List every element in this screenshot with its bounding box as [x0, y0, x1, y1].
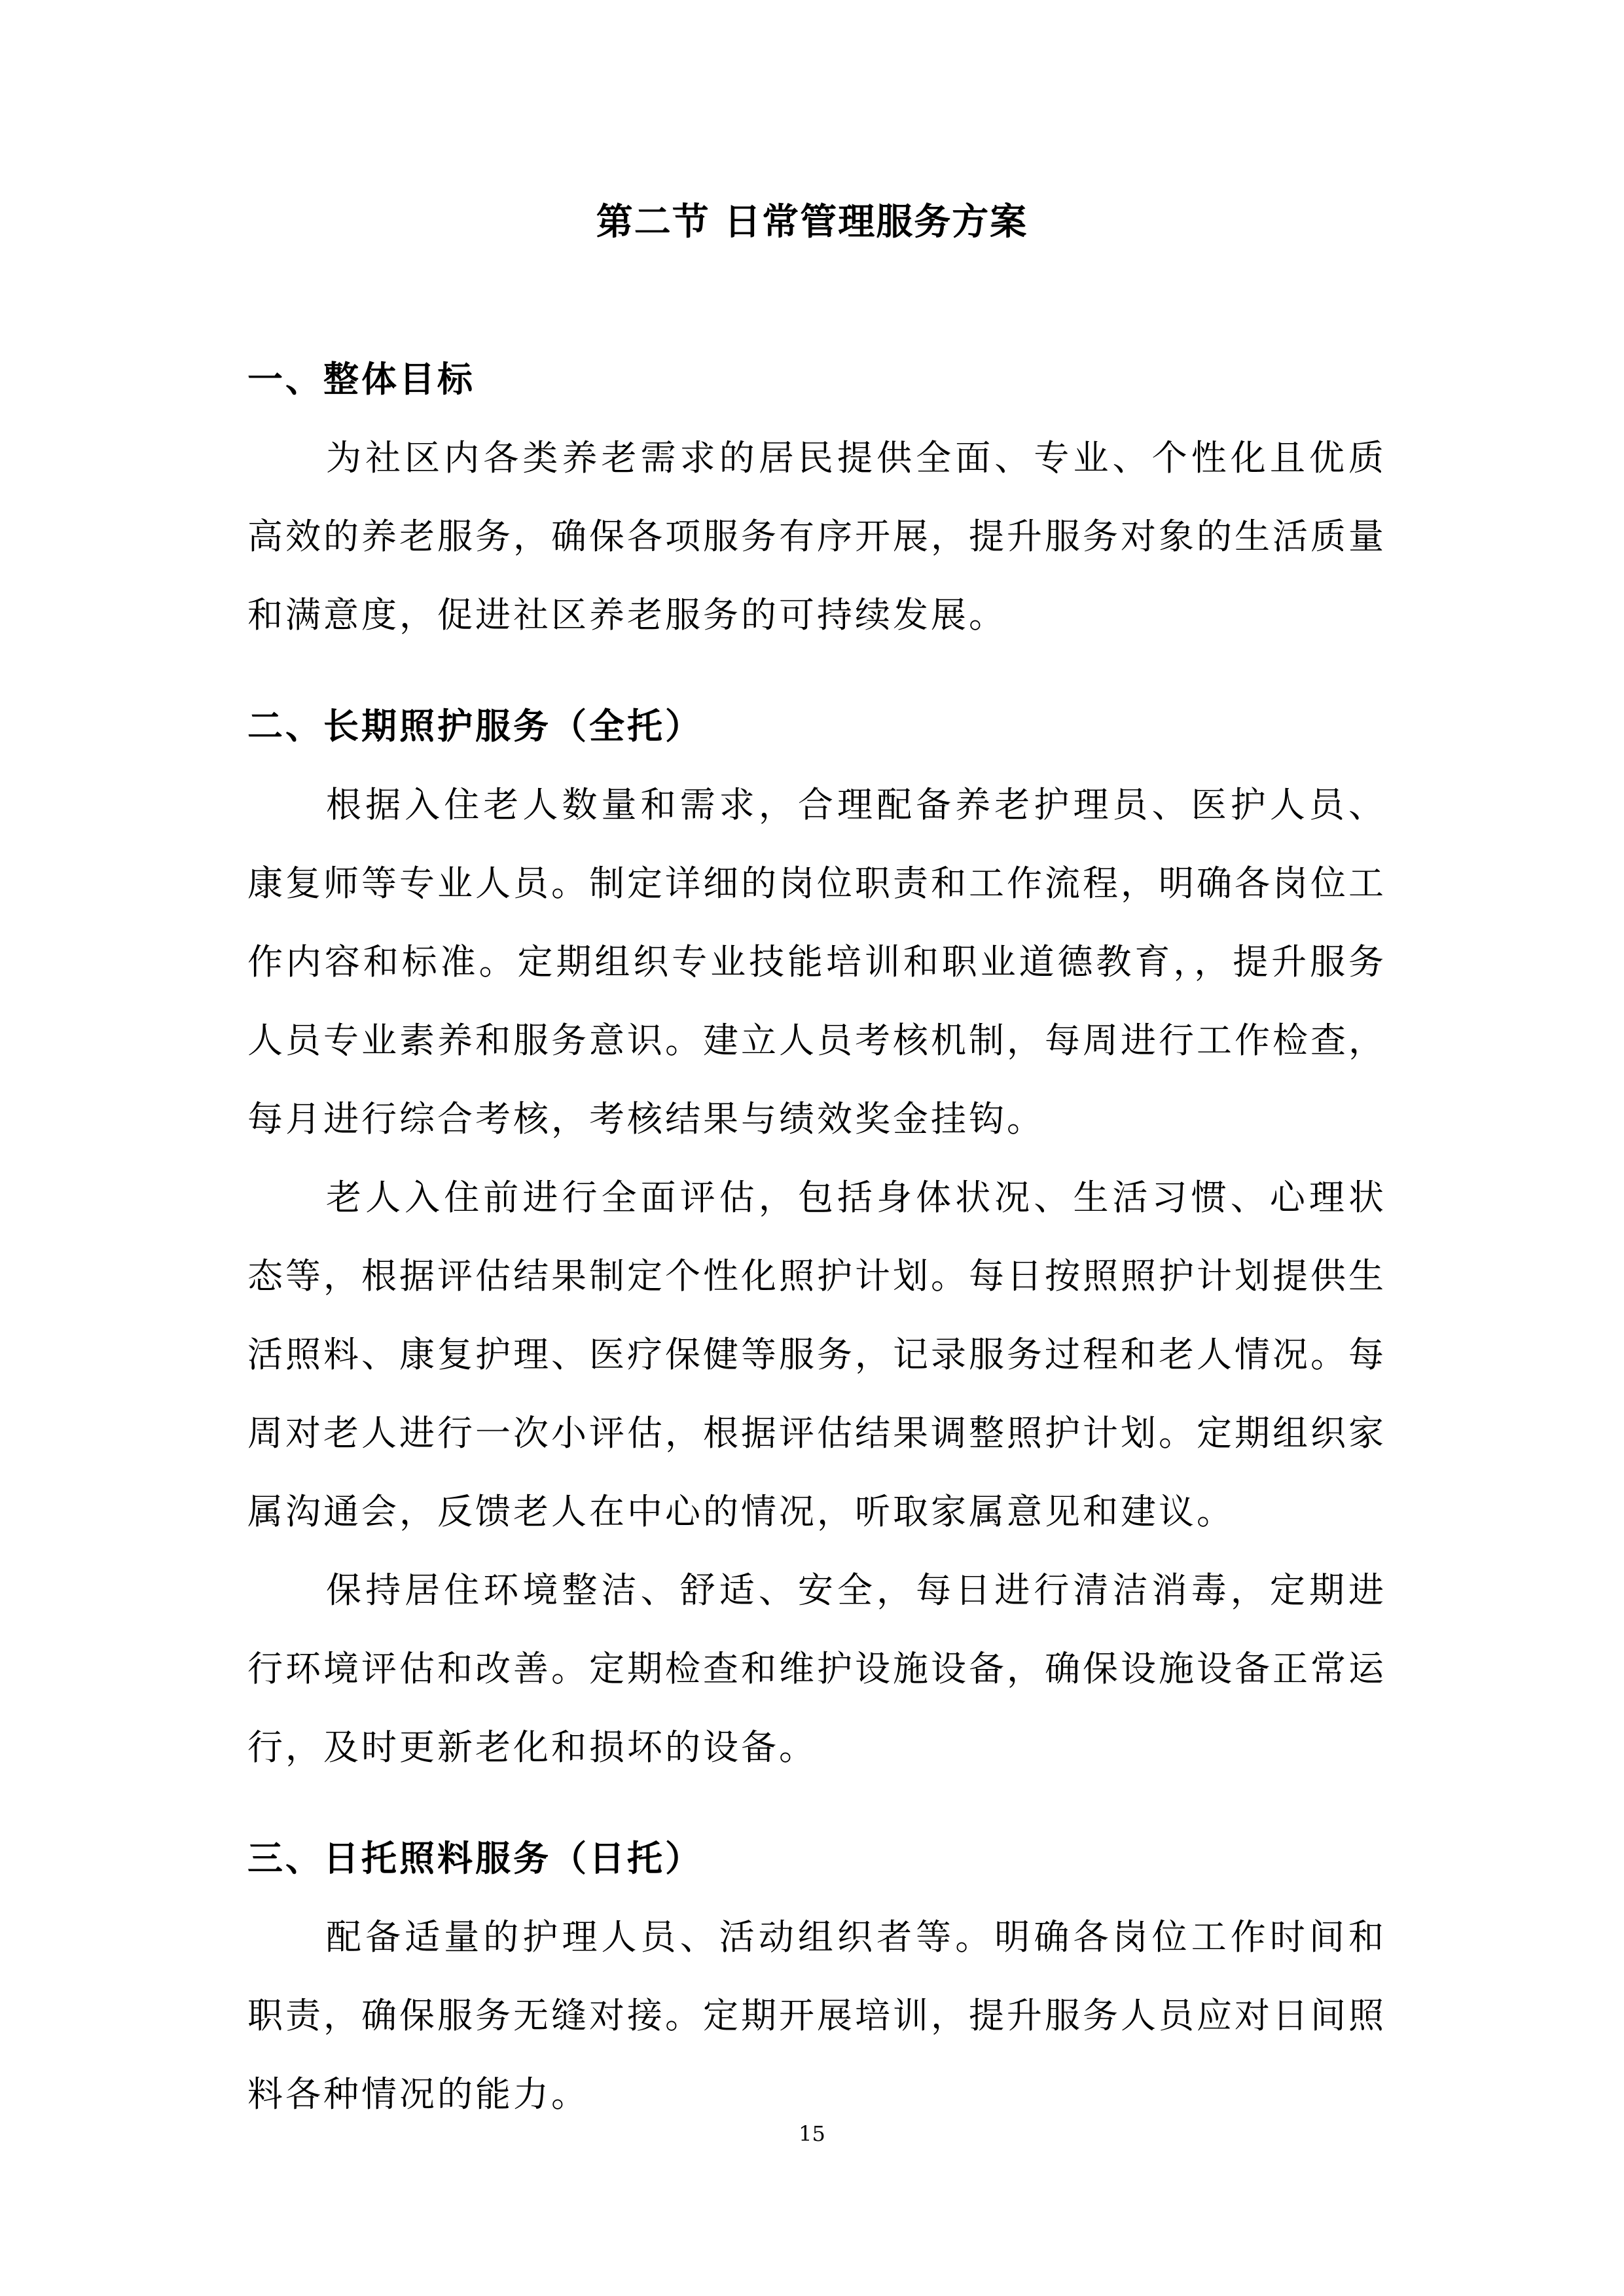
page-title: 第二节 日常管理服务方案 [596, 201, 1028, 243]
page-number: 15 [799, 2121, 825, 2146]
paragraph-overall-goal: 为社区内各类养老需求的居民提供全面、专业、个性化且优质高效的养老服务，确保各项服务有序开展，提升服务对象的生活质量和满意度，促进社区养老服务的可持续发展。 [247, 437, 1386, 636]
section-heading-overall-goal: 一、整体目标 [247, 359, 475, 400]
section-heading-long-term-care: 二、长期照护服务（全托） [247, 706, 703, 747]
paragraph-care-plan: 老人入住前进行全面评估，包括身体状况、生活习惯、心理状态等，根据评估结果制定个性化照护计划。每日按照照护计划提供生活照料、康复护理、医疗保健等服务，记录服务过程和老人情况。每周对老人进行一次小评估，根据评估结果调整照护计划。定期组织家属沟通会，反馈老人在中心的情况，听取家属意见和建议。 [247, 1177, 1386, 1532]
paragraph-staffing: 根据入住老人数量和需求，合理配备养老护理员、医护人员、康复师等专业人员。制定详细的岗位职责和工作流程，明确各岗位工作内容和标准。定期组织专业技能培训和职业道德教育，，提升服务人员专业素养和服务意识。建立人员考核机制，每周进行工作检查，每月进行综合考核，考核结果与绩效奖金挂钩。 [247, 784, 1386, 1139]
paragraph-environment: 保持居住环境整洁、舒适、安全，每日进行清洁消毒，定期进行环境评估和改善。定期检查和维护设施设备，确保设施设备正常运行，及时更新老化和损坏的设备。 [247, 1570, 1386, 1768]
section-heading-day-care: 三、日托照料服务（日托） [247, 1838, 703, 1879]
paragraph-day-care-staffing: 配备适量的护理人员、活动组织者等。明确各岗位工作时间和职责，确保服务无缝对接。定期开展培训，提升服务人员应对日间照料各种情况的能力。 [247, 1916, 1386, 2115]
